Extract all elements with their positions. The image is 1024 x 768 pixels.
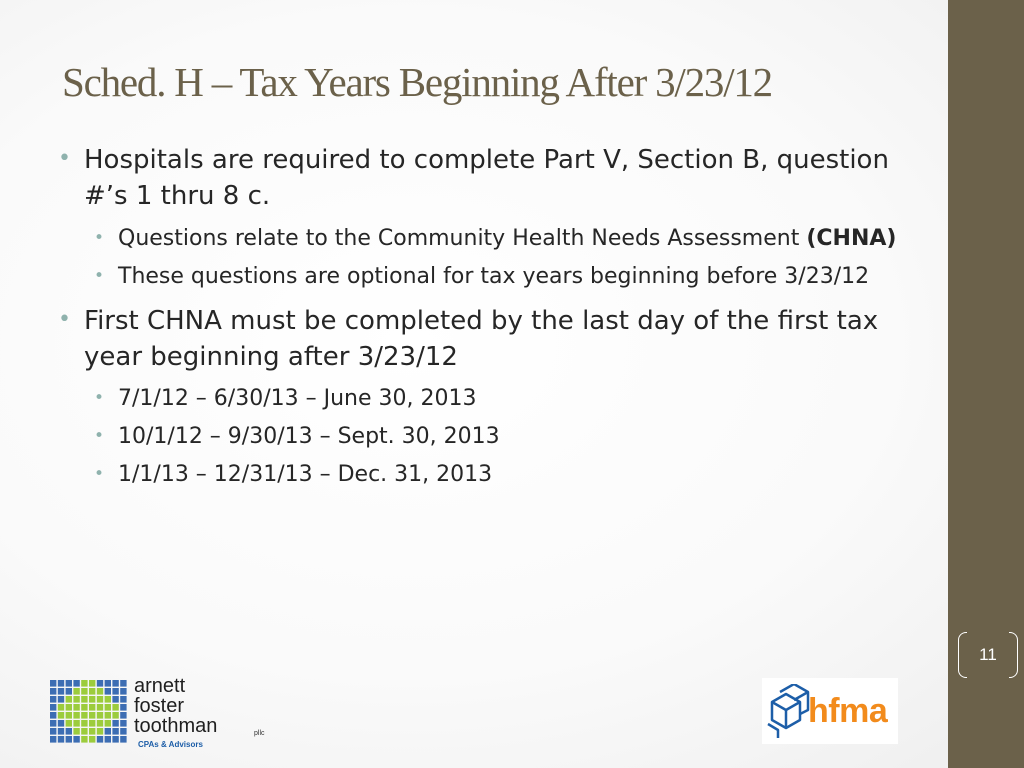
afto-grid-cell xyxy=(81,728,87,735)
afto-grid-cell xyxy=(50,704,56,711)
afto-grid-cell xyxy=(81,712,87,719)
afto-grid-cell xyxy=(97,720,103,727)
afto-grid-cell xyxy=(105,720,111,727)
afto-grid-cell xyxy=(120,688,126,695)
bullet-1-sublist xyxy=(58,223,938,293)
afto-grid-cell xyxy=(66,704,72,711)
sub-bullet-1-1 xyxy=(92,223,938,255)
bullet-dot-icon: • xyxy=(58,146,71,171)
afto-grid-icon xyxy=(50,680,128,744)
afto-grid-cell xyxy=(81,704,87,711)
sub-bullet-2-1 xyxy=(92,383,938,415)
afto-grid-cell xyxy=(58,704,64,711)
afto-grid-cell xyxy=(73,736,79,743)
afto-grid-cell xyxy=(112,712,118,719)
hfma-logo xyxy=(762,678,898,744)
arnett-foster-toothman-logo xyxy=(50,676,290,756)
afto-grid-cell xyxy=(66,696,72,703)
bullet-text: Hospitals are required to complete Part V, Section B, question #’s 1 thru 8 c. xyxy=(84,145,889,212)
afto-name xyxy=(134,676,217,736)
afto-grid-cell xyxy=(97,704,103,711)
bullet-dot-icon: • xyxy=(58,306,71,332)
afto-grid-cell xyxy=(66,728,72,735)
afto-grid-cell xyxy=(58,688,64,695)
bullet-text: First CHNA must be completed by the last day of the first tax year beginning after 3/23/12 xyxy=(84,305,879,372)
slide-title: Sched. H – Tax Years Beginning After 3/23/12 xyxy=(62,59,772,105)
afto-grid-cell xyxy=(66,680,72,687)
afto-grid-cell xyxy=(112,728,118,735)
afto-grid-cell xyxy=(120,720,126,727)
afto-grid-cell xyxy=(105,704,111,711)
hfma-wordmark: hfma xyxy=(808,692,888,730)
afto-grid-cell xyxy=(81,720,87,727)
afto-grid-cell xyxy=(120,728,126,735)
afto-grid-cell xyxy=(58,720,64,727)
afto-grid-cell xyxy=(89,720,95,727)
bullet-dot-icon: • xyxy=(94,464,105,485)
afto-grid-cell xyxy=(50,688,56,695)
afto-grid-cell xyxy=(81,680,87,687)
afto-grid-cell xyxy=(58,680,64,687)
afto-grid-cell xyxy=(89,704,95,711)
afto-grid-cell xyxy=(50,696,56,703)
afto-grid-cell xyxy=(105,728,111,735)
afto-grid-cell xyxy=(73,712,79,719)
afto-grid-cell xyxy=(50,736,56,743)
sub-bullet-text: 1/1/13 – 12/31/13 – Dec. 31, 2013 xyxy=(118,462,493,488)
afto-grid-cell xyxy=(73,688,79,695)
afto-grid-cell xyxy=(73,680,79,687)
afto-line-3: toothman xyxy=(134,715,218,737)
afto-grid-cell xyxy=(105,688,111,695)
sub-bullet-2-3 xyxy=(92,459,938,491)
afto-grid-cell xyxy=(50,680,56,687)
afto-grid-cell xyxy=(120,680,126,687)
afto-grid-cell xyxy=(50,720,56,727)
afto-grid-cell xyxy=(112,680,118,687)
afto-grid-cell xyxy=(105,712,111,719)
afto-grid-cell xyxy=(89,688,95,695)
bullet-dot-icon: • xyxy=(94,388,105,409)
slide-number-badge xyxy=(958,632,1018,678)
sub-bullet-2-2 xyxy=(92,421,938,453)
afto-grid-cell xyxy=(73,696,79,703)
afto-grid-cell xyxy=(89,728,95,735)
afto-grid-cell xyxy=(58,736,64,743)
afto-grid-cell xyxy=(73,704,79,711)
afto-grid-cell xyxy=(50,712,56,719)
afto-grid-cell xyxy=(89,680,95,687)
afto-grid-cell xyxy=(112,704,118,711)
afto-tagline: CPAs & Advisors xyxy=(138,740,203,749)
afto-grid-cell xyxy=(89,696,95,703)
afto-grid-cell xyxy=(120,712,126,719)
afto-grid-cell xyxy=(73,728,79,735)
bullet-dot-icon: • xyxy=(94,227,105,248)
bullet-dot-icon: • xyxy=(94,426,105,447)
bullet-1 xyxy=(58,142,938,215)
sub-bullet-text: 7/1/12 – 6/30/13 – June 30, 2013 xyxy=(118,386,477,412)
afto-grid-cell xyxy=(112,688,118,695)
afto-grid-cell xyxy=(105,696,111,703)
afto-grid-cell xyxy=(66,736,72,743)
bullet-dot-icon: • xyxy=(94,265,105,286)
bullet-2 xyxy=(58,303,938,376)
sub-bullet-text: 10/1/12 – 9/30/13 – Sept. 30, 2013 xyxy=(118,424,500,450)
afto-grid-cell xyxy=(73,720,79,727)
afto-grid-cell xyxy=(97,696,103,703)
afto-grid-cell xyxy=(58,728,64,735)
afto-grid-cell xyxy=(66,720,72,727)
slide-content xyxy=(58,142,938,501)
bullet-2-sublist xyxy=(58,383,938,491)
afto-grid-cell xyxy=(58,696,64,703)
hfma-cube-icon xyxy=(766,684,812,740)
afto-grid-cell xyxy=(97,736,103,743)
afto-grid-cell xyxy=(81,696,87,703)
afto-grid-cell xyxy=(97,728,103,735)
sub-bullet-text: Questions relate to the Community Health Needs Assessment xyxy=(118,225,807,251)
afto-grid-cell xyxy=(120,736,126,743)
afto-grid-cell xyxy=(66,712,72,719)
afto-grid-cell xyxy=(120,704,126,711)
afto-line-1: arnett xyxy=(134,675,186,697)
afto-grid-cell xyxy=(112,696,118,703)
slide-number: 11 xyxy=(979,645,997,664)
afto-grid-cell xyxy=(112,736,118,743)
afto-grid-cell xyxy=(81,736,87,743)
afto-grid-cell xyxy=(120,696,126,703)
afto-grid-cell xyxy=(97,712,103,719)
afto-grid-cell xyxy=(112,720,118,727)
sub-bullet-bold: (CHNA) xyxy=(806,225,897,251)
afto-grid-cell xyxy=(97,688,103,695)
sub-bullet-1-2 xyxy=(92,261,938,293)
afto-grid-cell xyxy=(97,680,103,687)
afto-grid-cell xyxy=(66,688,72,695)
afto-grid-cell xyxy=(105,680,111,687)
afto-grid-cell xyxy=(89,712,95,719)
afto-grid-cell xyxy=(89,736,95,743)
afto-grid-cell xyxy=(50,728,56,735)
afto-pllc: pllc xyxy=(254,730,265,737)
sub-bullet-text: These questions are optional for tax years beginning before 3/23/12 xyxy=(118,263,870,289)
afto-grid-cell xyxy=(81,688,87,695)
afto-line-2: foster xyxy=(134,695,185,717)
afto-grid-cell xyxy=(58,712,64,719)
afto-grid-cell xyxy=(105,736,111,743)
